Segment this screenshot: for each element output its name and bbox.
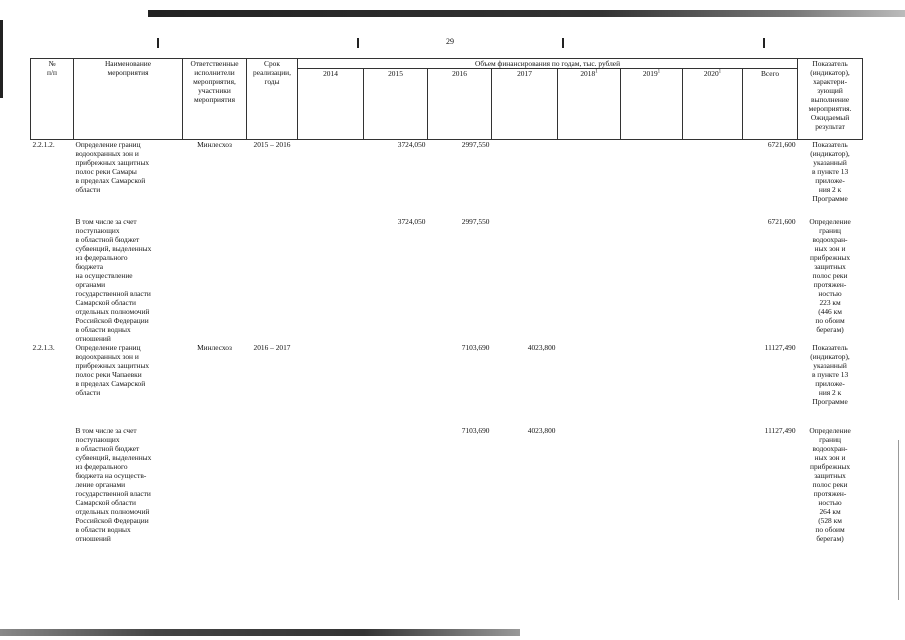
year-value — [683, 140, 743, 204]
header-responsible-text: Ответственные исполнители мероприятия, участники мероприятия — [190, 59, 239, 104]
header-total-text: Всего — [760, 69, 780, 78]
header-name-text: Наименование мероприятия — [104, 59, 152, 77]
term — [247, 207, 298, 343]
row-number: 2.2.1.2. — [32, 140, 55, 149]
total-value: 6721,600 — [767, 140, 796, 149]
year-value — [298, 207, 364, 343]
header-year — [558, 69, 621, 140]
total-value: 11127,490 — [764, 343, 796, 352]
header-year-sup: 1 — [718, 69, 722, 75]
scan-shadow-bottom — [0, 629, 520, 636]
header-year-sup: 1 — [657, 69, 661, 75]
year-value — [621, 140, 683, 204]
header-year — [428, 69, 492, 140]
header-year — [683, 69, 743, 140]
year-value: 7103,690 — [461, 426, 490, 435]
year-value: 3724,050 — [397, 217, 426, 226]
year-value — [683, 422, 743, 543]
indicator: Показатель (индикатор), указанный в пункте 13 приложе- ния 2 к Программе — [810, 343, 850, 406]
header-num-text: № п/п — [47, 59, 57, 77]
year-value — [492, 207, 558, 343]
year-value: 4023,800 — [527, 426, 556, 435]
year-value — [683, 343, 743, 406]
year-value — [558, 140, 621, 204]
table-header — [31, 59, 863, 140]
header-year-label: 2016 — [452, 69, 467, 78]
header-year — [298, 69, 364, 140]
year-value — [492, 140, 558, 204]
year-value — [364, 343, 428, 406]
activity-name: Определение границ водоохранных зон и прибрежных защитных полос реки Чапаевки в пределах Самарской области — [75, 343, 150, 397]
row-spacer — [31, 406, 863, 422]
indicator: Определение границ водоохран- ных зон и прибрежных защитных полос реки протяжен- ностью 223 км (446 км по обоим берегам) — [809, 217, 851, 334]
year-value — [298, 343, 364, 406]
header-year — [492, 69, 558, 140]
indicator: Определение границ водоохран- ных зон и прибрежных защитных полос реки протяжен- ностью 264 км (528 км по обоим берегам) — [809, 426, 851, 543]
table-body — [31, 140, 863, 544]
responsible — [183, 422, 247, 543]
header-term — [247, 59, 298, 140]
header-responsible — [183, 59, 247, 140]
year-value — [558, 207, 621, 343]
page-number: 29 — [446, 37, 454, 46]
total-value: 11127,490 — [764, 426, 796, 435]
binding-mark — [763, 38, 765, 48]
binding-mark — [562, 38, 564, 48]
header-name — [74, 59, 183, 140]
year-value — [621, 422, 683, 543]
year-value — [558, 343, 621, 406]
header-year-label: 2014 — [323, 69, 338, 78]
header-year-label: 2020 — [703, 69, 719, 78]
table-row — [31, 140, 863, 204]
header-funding — [298, 59, 798, 69]
year-value — [298, 422, 364, 543]
header-term-text: Срок реализации, годы — [253, 59, 291, 86]
year-value: 4023,800 — [527, 343, 556, 352]
scan-shadow-right — [898, 440, 899, 600]
header-year — [621, 69, 683, 140]
year-value — [683, 207, 743, 343]
year-value — [364, 422, 428, 543]
year-value: 7103,690 — [461, 343, 490, 352]
year-value — [621, 343, 683, 406]
total-value: 6721,600 — [767, 217, 796, 226]
scan-shadow-left — [0, 20, 3, 98]
row-number — [31, 207, 74, 343]
term — [247, 422, 298, 543]
binding-mark — [357, 38, 359, 48]
row-spacer-cell — [31, 406, 863, 422]
year-value: 2997,550 — [461, 140, 490, 149]
activity-name: В том числе за счет поступающих в областной бюджет субвенций, выделенных из федерального бюджета на осуществ- ление органами государственной власти Самарской области отдельных полномочий Российской Федерации в области водных отношений — [75, 426, 152, 543]
year-value — [298, 140, 364, 204]
table-row — [31, 343, 863, 406]
row-number — [31, 422, 74, 543]
header-indicator — [798, 59, 863, 140]
header-total — [743, 69, 798, 140]
scan-shadow-top — [148, 10, 905, 17]
header-year-sup: 1 — [595, 69, 598, 75]
header-year-label: 2015 — [388, 69, 403, 78]
year-value: 2997,550 — [461, 217, 490, 226]
header-year-label: 2018 — [580, 69, 596, 78]
activity-name: Определение границ водоохранных зон и прибрежных защитных полос реки Самары в пределах Самарской области — [75, 140, 150, 194]
header-indicator-text: Показатель (индикатор), характери- зующий выполнение мероприятия. Ожидаемый результат — [808, 59, 852, 131]
activities-table — [30, 58, 863, 543]
year-value: 3724,050 — [397, 140, 426, 149]
header-funding-text: Объем финансирования по годам, тыс. рублей — [475, 59, 621, 68]
header-year-label: 2019 — [642, 69, 658, 78]
table-row — [31, 422, 863, 543]
activity-name: В том числе за счет поступающих в областной бюджет субвенций, выделенных из федерального бюджета на осуществление органами государственной власти Самарской области отдельных полномочий Российской Федерации в области водных отношений — [75, 217, 152, 343]
term: 2015 – 2016 — [253, 140, 291, 149]
responsible — [183, 207, 247, 343]
row-number: 2.2.1.3. — [32, 343, 55, 352]
year-value — [621, 207, 683, 343]
table-row — [31, 207, 863, 343]
year-value — [558, 422, 621, 543]
header-year-label: 2017 — [517, 69, 532, 78]
responsible: Минлесхоз — [197, 140, 232, 149]
indicator: Показатель (индикатор), указанный в пункте 13 приложе- ния 2 к Программе — [810, 140, 850, 203]
responsible: Минлесхоз — [197, 343, 232, 352]
header-year — [364, 69, 428, 140]
binding-mark — [157, 38, 159, 48]
term: 2016 – 2017 — [253, 343, 291, 352]
header-num — [31, 59, 74, 140]
